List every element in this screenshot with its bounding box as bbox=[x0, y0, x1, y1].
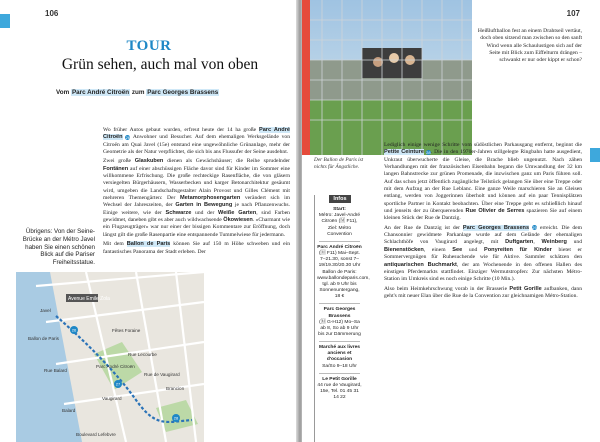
text-run: bietet er Sommervergnügen für Ruhesuchende wie für Aktive. Sammler schätzen den bbox=[384, 246, 582, 261]
info-item-name: Le Petit Gorille bbox=[322, 376, 357, 382]
highlighted-place: Ballon de Paris bbox=[126, 241, 171, 248]
map-label-8: Vaugirard bbox=[102, 396, 122, 401]
bold-term: Bienenstöcken bbox=[384, 246, 424, 253]
map-label-11: Boulevard Lefebvre bbox=[76, 432, 116, 437]
page-number-right: 107 bbox=[566, 9, 580, 18]
text-run: erreicht. Die dem Chansonnier gewidmete Parkanlage wurde auf dem Gelände der ehemaligen Schlachthöfe von Vaugirard angelegt, mit bbox=[384, 224, 582, 246]
right-paragraph-1 bbox=[384, 142, 582, 223]
map-label-3: Fêtes Foraine bbox=[112, 328, 141, 333]
route-pre: Vom bbox=[56, 89, 71, 96]
right-paragraph-3 bbox=[384, 286, 582, 301]
text-run: , der am Wochenende in den offenen Hallen des einstigen Pferdemarkts stattfindet. Einziger Wermutstropfen: Zur nächsten Métro-Station im Umkreis sind es noch einige Schritte (10 Min.). bbox=[384, 261, 583, 283]
info-item bbox=[315, 345, 364, 370]
map-label-9: Brancion bbox=[166, 386, 185, 391]
text-run: dienen als Gewächshäuser; die Reihe sprudelnder bbox=[163, 158, 290, 165]
location-pin: 26 bbox=[125, 134, 131, 140]
map-label-4: Rue Balard bbox=[44, 368, 67, 373]
bold-term: Schwarze bbox=[165, 209, 192, 216]
text-run: , sind Farben gewidmet, daneben gibt es aber auch wildwachsende bbox=[103, 209, 290, 224]
tour-subtitle: Grün sehen, auch mal von oben bbox=[61, 56, 259, 73]
info-divider bbox=[319, 241, 360, 242]
map-label-7: Balard bbox=[62, 408, 76, 413]
text-run: Zwei große bbox=[103, 158, 135, 165]
text-run: und der bbox=[191, 209, 219, 216]
info-item-name: Start: bbox=[333, 207, 346, 213]
bold-term: Ponyreiten für Kinder bbox=[484, 246, 552, 253]
left-page bbox=[0, 0, 298, 442]
bold-term: Rue Olivier de Serres bbox=[465, 208, 525, 215]
text-run: aufbanken, dann geht's mit neuer Elan über die Rue de la Convention zur gleichnamigen Métro-Station. bbox=[384, 285, 582, 299]
text-run: können Sie auf 150 m Höhe schweben und ein fantastisches Panorama der Stadt erleben. Der bbox=[103, 241, 291, 255]
map-label-1: Javel bbox=[40, 308, 51, 313]
page-number-left: 106 bbox=[45, 9, 59, 18]
photo-caption: Der Ballon de Paris ist nichts für Ängstliche. bbox=[314, 157, 364, 170]
info-item bbox=[315, 207, 364, 238]
text-run: Wo früher Autos gebaut wurden, erfreut heute der 14 ha große bbox=[103, 127, 259, 133]
route-mid: zum bbox=[130, 89, 147, 96]
bold-term: See bbox=[452, 246, 463, 253]
highlighted-place: Petite Ceinture bbox=[384, 149, 424, 156]
bold-term: Metamorphosengarten bbox=[179, 195, 241, 202]
text-run: je nach Pflanzenwuchs. Einige weitere, wie der bbox=[103, 202, 291, 216]
bold-term: Garten in Bewegung bbox=[175, 202, 233, 209]
right-main-text bbox=[384, 142, 582, 442]
text-run: , einem bbox=[423, 246, 453, 253]
highlighted-place: Parc Georges Brassens bbox=[462, 224, 530, 231]
info-box bbox=[314, 195, 370, 442]
map-label-6: Parc André Citroën bbox=[96, 364, 135, 369]
route-from: Parc André Citroën bbox=[71, 89, 130, 96]
info-divider bbox=[319, 373, 360, 374]
text-run: Mit dem bbox=[103, 241, 127, 248]
map-label-5: Rue Lecourbe bbox=[128, 352, 157, 357]
info-item bbox=[315, 377, 364, 402]
ballon-photo bbox=[302, 0, 472, 155]
info-item-text: Sa/So 9–18 Uhr bbox=[322, 363, 357, 369]
bold-term: Fontänen bbox=[103, 165, 129, 172]
text-run: Also beim Heimkehrschwung vorab in der Brasserie bbox=[384, 285, 510, 292]
info-item-name: Marché aux livres anciens et d'occasion bbox=[318, 345, 361, 363]
bold-term: antiquarischen Buchmarkt bbox=[384, 261, 457, 268]
left-paragraph-3 bbox=[103, 241, 290, 256]
text-run: Lediglich einige wenige Schritte vom südöstlichen Parkausgang entfernt, beginnt die bbox=[384, 142, 582, 148]
bold-term: Ökowiesen bbox=[223, 217, 253, 224]
text-run: und bbox=[462, 246, 485, 253]
map-label-0: Avenue Emile Zola bbox=[68, 296, 110, 302]
text-run: Anwohner und Besucher. Auf dem ehemaligen Werksgelände von Citroën am Quai Javel (15e) entstand eine ungewöhnliche Grünanlage, mehr der Geometrie als der Natur verpflichtet, die sich bis ans Flussufer der Seine ausdehnt. bbox=[103, 134, 291, 156]
route-line bbox=[56, 89, 219, 96]
bold-term: Glaskuben bbox=[134, 158, 164, 165]
side-note: Übrigens: Von der Seine-Brücke an der Métro Javel haben Sie einen schönen Blick auf die Pariser Freiheitsstatue. bbox=[22, 228, 95, 267]
chapter-tab-left bbox=[0, 14, 10, 28]
highlighted-place: Parc André Citroën bbox=[103, 127, 291, 141]
text-run: auf einer abschüssigen Fläche davor sind für Kinder im Sommer eine willkommene Erfrischung. Die große rechteckige Rasenfläche, die von gläsern versiegelten Bürgerhäusern, Wasserbecken und karger Betonarchitektur gesäumt wird, umgeben die Landschaftsgestalter Alain Provost und Gilles Clément mit mehreren Themengärten: Der bbox=[103, 165, 290, 202]
text-run: An der Rue de Dantzig ist der bbox=[384, 224, 463, 231]
info-item-text: (🄼 F11) Mai–Sept. 7–21.30, sonst 7–19/19.30/20.30 Uhr Ballon de Paris: www.ballondeparis.com, tgl. ab 9 Uhr bis Sonnenuntergang, 18 € bbox=[317, 251, 370, 300]
left-paragraph-1 bbox=[103, 127, 290, 156]
location-pin: 29 bbox=[532, 225, 537, 230]
info-item-name: Parc Georges Brassens bbox=[323, 307, 356, 319]
text-run: und bbox=[566, 239, 583, 246]
info-item bbox=[315, 307, 364, 338]
text-run: spazieren Sie auf einem kleinen Stück der Rue de Dantzig. bbox=[384, 208, 582, 222]
map-pin-0: 26 bbox=[71, 327, 77, 333]
right-paragraph-2 bbox=[384, 225, 582, 284]
right-top-text: Heißluftballon fest an einem Drahtseil vertäut, doch oben sitzend man zwischen so den sanft Wind wenn alle Schaulustigen sich auf der Seite mit Blick zum Eiffelturm drängen – schwankt er nur oder kippt er schon? bbox=[477, 28, 582, 64]
text-run: , bbox=[533, 239, 542, 246]
text-run: verändert sich im Wechsel der Jahreszeiten, der bbox=[103, 195, 290, 209]
map-graphic bbox=[16, 272, 204, 442]
info-title: Infos bbox=[329, 195, 351, 203]
info-item-text: Métro: Javel-André Citroën (🄼 F11), Ziel: Métro Convention bbox=[318, 213, 361, 237]
bold-term: Duftgarten bbox=[505, 239, 534, 246]
map-pin-1: 27 bbox=[115, 381, 121, 387]
photo-graphic bbox=[302, 0, 472, 155]
chapter-tab-right bbox=[590, 148, 600, 162]
tour-heading: TOUR bbox=[126, 38, 172, 54]
text-run: . Die in den 1970er-Jahren stillgelegte Ringbahn hatte ausgedient, Unkraut überwucherte die Gleise, die Brache blieb ungenutzt. Nach zähen Verhandlungen mit der französischen Eisenbahn begann die Umwandlung der 32 km langen Bahnstrecke zur grünen Promenade, die inzwischen ganz um Paris führen soll. Auf das schon jetzt öffentlich zugängliche Teilstück gelangen Sie über eine Treppe oder mit dem Aufzug an der Rue Leblanc. Eine ganze Weile marschieren Sie an Gleisen entlang, werden von Joggerinnen überholt und können auf ein paar Tennisplätzen sportliche Partner in Kontakt beobachten. Über eine Treppe geht es schließlich hinauf und jenseits der zu überquerenden bbox=[384, 149, 582, 215]
map-pin-2: 28 bbox=[173, 415, 179, 421]
bold-term: Weinberg bbox=[541, 239, 567, 246]
route-to: Parc Georges Brassens bbox=[147, 89, 219, 96]
bold-term: Petit Gorille bbox=[509, 285, 542, 292]
info-item-text: 44 rue de Vaugirard, 15e, Tel. 01 45 31 14 22 bbox=[317, 382, 362, 401]
info-item-name: Parc André Citroën bbox=[317, 244, 362, 250]
map-label-10: Rue de Vaugirard bbox=[144, 372, 180, 377]
info-divider bbox=[319, 303, 360, 304]
info-divider bbox=[319, 341, 360, 342]
bold-term: Weiße Garten bbox=[218, 209, 257, 216]
left-paragraph-2 bbox=[103, 158, 290, 239]
route-map bbox=[16, 272, 204, 442]
info-item bbox=[315, 244, 370, 300]
text-run: . »Charmant wie ein Flugzeugträger« war nur einer der bissigen Kommentare zur Eröffnung, doch längst gilt die große Rasenpartie eine entspannende Tummelwiese für jedermann. bbox=[103, 217, 290, 238]
map-label-2: Ballon de Paris bbox=[28, 336, 59, 341]
location-pin: 28 bbox=[426, 149, 431, 155]
info-item-text: (🄼 G-H12) Mo–Sa ab 8, So ab 9 Uhr bis zur Dämmerung bbox=[318, 319, 361, 337]
